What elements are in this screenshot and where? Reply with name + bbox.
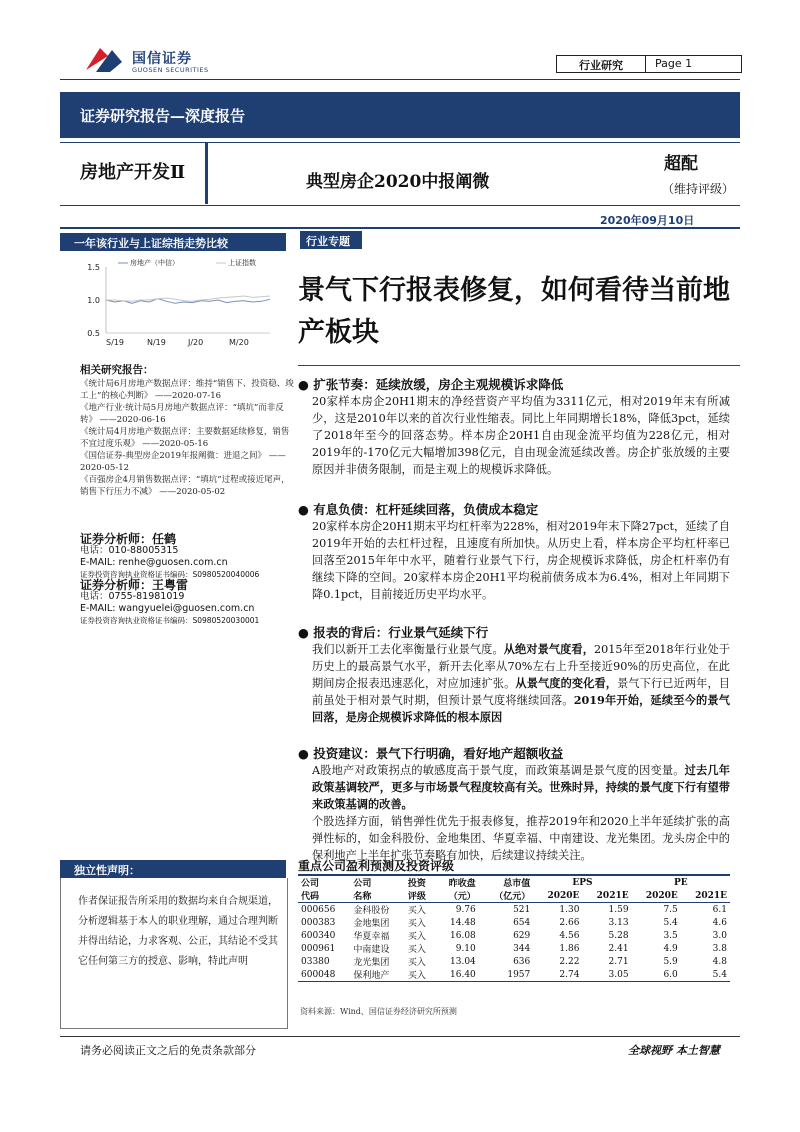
- analyst-phone: 电话：0755-81981019: [80, 591, 185, 602]
- table-source: 资料来源：Wind、国信证券经济研究所预测: [300, 1007, 457, 1016]
- col-header: （亿元）: [479, 889, 533, 903]
- table-cell: 4.9: [663, 943, 678, 954]
- section-heading-text: 报表的背后：行业景气延续下行: [313, 625, 489, 640]
- text-run: 景气下行已近两年，目前虽处于相对景气时期，但预计景气度将继续回落。: [312, 677, 730, 707]
- col-header: 2021E: [681, 889, 730, 903]
- table-cell: 2.41: [608, 943, 629, 954]
- text-run: 我们以新开工去化率衡量行业景气度。: [312, 643, 504, 656]
- table-cell: 654: [513, 917, 531, 928]
- forecast-table: [298, 874, 730, 982]
- related-item[interactable]: 《百强房企4月销售数据点评：“填坑”过程或接近尾声，销售下行压力不减》 ——2020-05-02: [80, 475, 290, 497]
- table-heading: 重点公司盈利预测及投资评级: [298, 859, 455, 873]
- main-title: 景气下行报表修复，如何看待当前地产板块: [298, 275, 730, 348]
- report-title: 典型房企2020中报阐微: [306, 172, 490, 192]
- footer-rule: [60, 1036, 740, 1037]
- y-tick-label: 0.5: [87, 329, 100, 338]
- table-cell: 6.0: [632, 968, 681, 982]
- table-row: [298, 942, 730, 955]
- table-cell: 买入: [407, 958, 426, 968]
- table-cell: 03380: [301, 956, 330, 967]
- page-number: Page 1: [655, 57, 693, 70]
- col-header: 投资: [405, 875, 436, 889]
- topic-tag: [300, 231, 362, 249]
- report-type-label: 证券研究报告—深度报告: [80, 107, 246, 125]
- table-cell: 000961: [301, 943, 336, 954]
- table-cell: 5.9: [663, 956, 678, 967]
- table-cell: 华夏幸福: [353, 932, 390, 942]
- section-heading-text: 投资建议：景气下行明确，看好地产超额收益: [313, 746, 564, 761]
- analyst-email[interactable]: E-MAIL: renhe@guosen.com.cn: [80, 557, 228, 568]
- table-cell: 1.59: [608, 904, 629, 915]
- chart-heading-text: 一年该行业与上证综指走势比较: [74, 237, 228, 250]
- text-run: A股地产对政策拐点的敏感度高于景气度，而政策基调是景气度的因变量。: [312, 764, 685, 777]
- table-cell: 4.6: [712, 917, 727, 928]
- rating-note: （维持评级）: [662, 182, 735, 196]
- y-tick-label: 1.5: [87, 263, 100, 272]
- table-row: [298, 916, 730, 929]
- header-box: [556, 55, 742, 73]
- table-row: [298, 955, 730, 968]
- related-item[interactable]: 《统计局6月房地产数据点评：维持“销售下、投资稳、竣工上”的核心判断》 ——2020-07-16: [80, 379, 294, 401]
- table-cell: 买入: [407, 932, 426, 942]
- table-cell: 中南建设: [353, 945, 390, 955]
- table-cell: 买入: [407, 919, 426, 929]
- table-cell: 3.0: [712, 930, 727, 941]
- table-header-row: [298, 875, 730, 889]
- legend-label: 上证指数: [228, 259, 256, 267]
- section-heading: ● 报表的背后：行业景气延续下行: [298, 625, 489, 640]
- table-cell: 3.5: [663, 930, 678, 941]
- x-tick-label: S/19: [106, 338, 124, 347]
- related-heading: 相关研究报告：: [80, 364, 154, 376]
- text-run-bold: 从景气度的变化看，: [515, 676, 618, 690]
- analyst-1-title: 证券分析师：任鹤: [80, 532, 177, 546]
- table-cell: 344: [513, 943, 531, 954]
- table-cell: 买入: [407, 906, 426, 916]
- col-header: （元）: [436, 889, 479, 903]
- table-cell: 保利地产: [350, 968, 404, 982]
- table-cell: 2.74: [533, 968, 582, 982]
- related-item[interactable]: 《地产行业·统计局5月房地产数据点评：“填坑”而非反转》 ——2020-06-16: [80, 403, 284, 425]
- table-cell: 600340: [301, 930, 336, 941]
- col-header: 2020E: [533, 889, 582, 903]
- table-row: [298, 903, 730, 917]
- table-cell: 3.8: [712, 943, 727, 954]
- section-heading-text: 有息负债：杠杆延续回落，负债成本稳定: [313, 502, 539, 517]
- table-cell: 5.4: [681, 968, 730, 982]
- section-heading: ● 扩张节奏：延续放缓，房企主观规模诉求降低: [298, 377, 564, 392]
- col-header: 公司: [298, 875, 350, 889]
- col-header: 2021E: [582, 889, 631, 903]
- header-divider: [645, 55, 646, 73]
- independence-heading-text: 独立性声明：: [74, 864, 140, 877]
- title-divider: [205, 143, 208, 204]
- table-cell: 9.10: [455, 943, 476, 954]
- table-cell: 636: [513, 956, 531, 967]
- table-cell: 买入: [407, 945, 426, 955]
- section-text: 20家样本房企20H1期末平均杠杆率为228%，相对2019年末下降27pct，延续了自2019年开始的去杠杆过程，且速度有所加快。从历史上看，样本房企平均杠杆率已回落至2015年年中水平，随着行业景气下行，房企规模诉求降低，房企杠杆率仍有继续下降的空间。20家样本房企20H1平均税前债务成本为6.4%，相对上年同期下降0.1pct，目前接近历史平均水平。: [312, 520, 730, 601]
- table-cell: 521: [513, 904, 531, 915]
- trend-chart: [70, 255, 290, 355]
- related-item[interactable]: 《统计局4月房地产数据点评：主要数据延续修复，销售不宜过度乐观》 ——2020-05-16: [80, 427, 290, 449]
- analyst-cert: 证券投资咨询执业资格证书编码：S0980520040006: [80, 570, 260, 579]
- header-rule: [60, 79, 740, 80]
- table-cell: 5.4: [663, 917, 678, 928]
- analyst-cert: 证券投资咨询执业资格证书编码：S0980520030001: [80, 616, 260, 625]
- y-tick-label: 1.0: [87, 296, 100, 305]
- related-reports: [80, 378, 294, 498]
- col-header: 评级: [405, 889, 436, 903]
- title-rule: [298, 365, 740, 366]
- table-row: [298, 968, 730, 982]
- section-heading-text: 扩张节奏：延续放缓，房企主观规模诉求降低: [313, 377, 564, 392]
- table-cell: 2.66: [559, 917, 580, 928]
- table-cell: 龙光集团: [353, 958, 390, 968]
- text-run: 2015年至2018年行业处于历史上的最高景气水平，新开去化率从70%左右上升至接近90%的历史高位，在此期间房企报表迅速恶化，对应加速扩张。: [312, 643, 730, 690]
- report-date: 2020年09月10日: [600, 214, 695, 227]
- col-header: 公司: [350, 875, 404, 889]
- date-rule: [60, 227, 740, 229]
- x-tick-label: N/19: [147, 338, 166, 347]
- table-cell: 6.1: [712, 904, 727, 915]
- col-header: 昨收盘: [436, 875, 479, 889]
- table-cell: 4.8: [712, 956, 727, 967]
- table-cell: 13.04: [450, 956, 476, 967]
- table-cell: 买入: [405, 968, 436, 982]
- table-cell: 16.40: [436, 968, 479, 982]
- legend-label: 房地产（中信）: [130, 259, 179, 267]
- company-name-cn: 国信证券: [132, 51, 192, 67]
- text-run-bold: 2019年开始，延续至今的景气回落，是房企规模诉求降低的根本原因: [312, 693, 730, 724]
- independence-text: 作者保证报告所采用的数据均来自合规渠道，分析逻辑基于本人的职业理解，通过合理判断并得出结论，力求客观、公正，其结论不受其它任何第三方的授意、影响，特此声明: [78, 896, 278, 967]
- section-heading: ● 有息负债：杠杆延续回落，负债成本稳定: [298, 502, 539, 517]
- table-cell: 3.05: [582, 968, 631, 982]
- section-text: 20家样本房企20H1期末的净经营资产平均值为3311亿元，相对2019年末有所减少，这是2010年以来的首次行业性缩表。同比上年同期增长18%，降低3pct，延续了2018年至今的回落态势。样本房企20H1自由现金流平均值为228亿元，相对2019年的-170亿元大幅增加398亿元，自由现金流延续改善。房企扩张放缓的主要原因并非债务限制，而是主观上的规模诉求降低。: [312, 395, 730, 476]
- section-text: [312, 641, 730, 726]
- x-tick-label: M/20: [229, 338, 249, 347]
- analyst-phone: 电话：010-88005315: [80, 545, 179, 556]
- doc-type: 行业研究: [579, 59, 623, 72]
- table-cell: 3.13: [608, 917, 629, 928]
- table-cell: 2.71: [608, 956, 629, 967]
- table-cell: 金地集团: [353, 919, 390, 929]
- col-header: 代码: [298, 889, 350, 903]
- table-header-row: [298, 889, 730, 903]
- table-cell: 1957: [479, 968, 533, 982]
- col-header-pe: PE: [632, 875, 730, 889]
- table-cell: 1.86: [559, 943, 580, 954]
- industry-name: 房地产开发Ⅱ: [80, 162, 186, 183]
- footer-slogan: 全球视野 本土智慧: [628, 1044, 720, 1057]
- table-cell: 14.48: [450, 917, 476, 928]
- table-cell: 600048: [298, 968, 350, 982]
- col-header: 2020E: [632, 889, 681, 903]
- table-row: [298, 929, 730, 942]
- table-cell: 629: [513, 930, 531, 941]
- table-cell: 9.76: [455, 904, 476, 915]
- table-body: [298, 903, 730, 982]
- text-run-bold: 从绝对景气度看，: [503, 642, 594, 656]
- table-cell: 16.08: [450, 930, 476, 941]
- section-heading: ● 投资建议：景气下行明确，看好地产超额收益: [298, 746, 564, 761]
- guosen-logo-icon: [82, 44, 126, 74]
- col-header: 名称: [350, 889, 404, 903]
- topic-tag-text: 行业专题: [306, 235, 350, 248]
- independence-heading: [60, 860, 286, 878]
- footer-disclaimer: 请务必阅读正文之后的免责条款部分: [80, 1044, 256, 1057]
- section-text: [312, 762, 730, 813]
- table-cell: 7.5: [663, 904, 678, 915]
- table-cell: 2.22: [559, 956, 580, 967]
- analyst-email[interactable]: E-MAIL: wangyuelei@guosen.com.cn: [80, 603, 255, 614]
- text-run-bold: 过去几年政策基调较严，更多与市场景气程度较高有关。世殊时异，持续的景气度下行有望带来政策基调的改善。: [312, 763, 730, 811]
- company-name-en: GUOSEN SECURITIES: [132, 66, 209, 74]
- col-header: 总市值: [479, 875, 533, 889]
- table-cell: 1.30: [559, 904, 580, 915]
- table-cell: 5.28: [608, 930, 629, 941]
- table-cell: 000656: [301, 904, 336, 915]
- x-tick-label: J/20: [188, 338, 204, 347]
- analyst-2-info: [80, 591, 294, 627]
- section-text: 个股选择方面，销售弹性优先于报表修复，推荐2019年和2020上半年延续扩张的高弹性标的，如金科股份、金地集团、华夏幸福、中南建设、龙光集团。龙头房企中的保利地产上半年扩张节奏略有加快，后续建议持续关注。: [312, 815, 730, 862]
- rating-value: 超配: [664, 154, 698, 174]
- table-cell: 金科股份: [353, 906, 390, 916]
- related-item[interactable]: 《国信证券-典型房企2019年报阐微：进退之间》 ——2020-05-12: [80, 451, 286, 473]
- col-header-eps: EPS: [533, 875, 631, 889]
- table-cell: 4.56: [559, 930, 580, 941]
- analyst-2-title: 证券分析师：王粤雷: [80, 578, 189, 592]
- chart-heading: [60, 233, 286, 251]
- table-cell: 000383: [301, 917, 336, 928]
